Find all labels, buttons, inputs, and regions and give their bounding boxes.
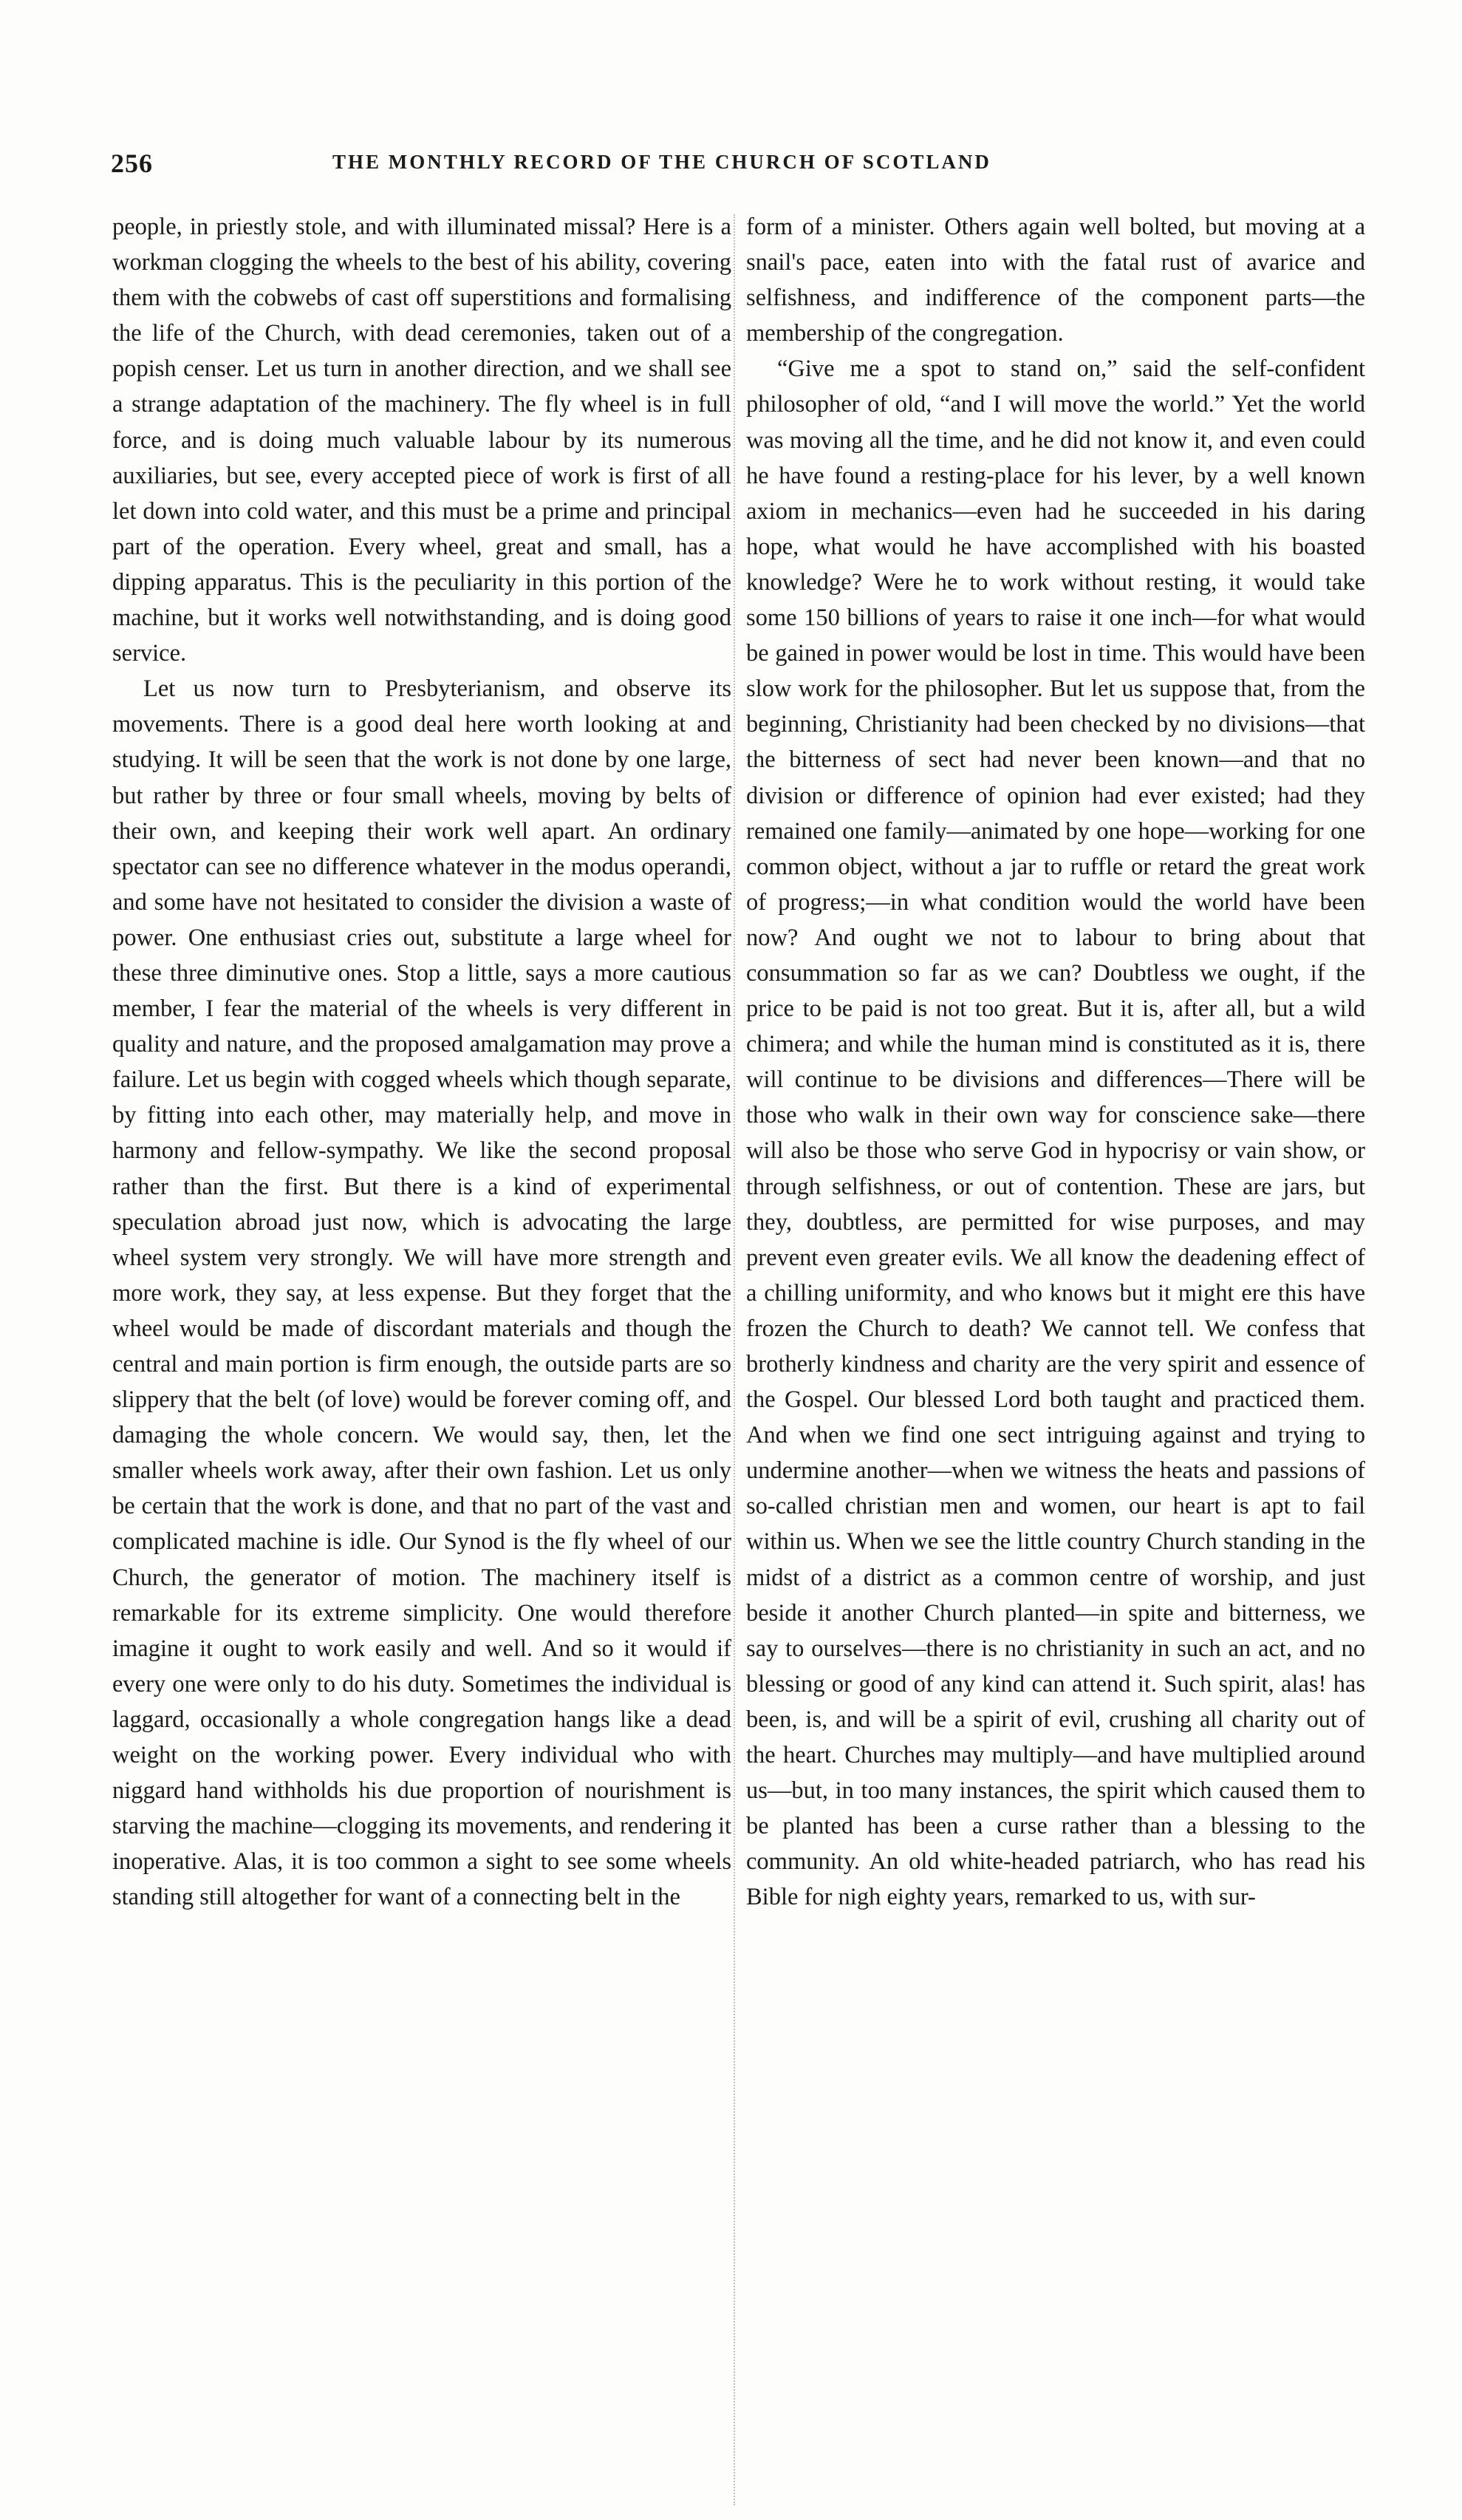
paragraph: Let us now turn to Presbyterianism, and observe its movements. There is a good deal here worth looking at and studying. It will be seen that the work is not done by one large, but rather by three or four small wheels, moving by belts of their own, and keeping their work well apart. An ordinary spectator can see no difference whatever in the modus operandi, and some have not hesitated to consider the division a waste of power. One enthusiast cries out, substitute a large wheel for these three diminutive ones. Stop a little, says a more cautious member, I fear the material of the wheels is very different in quality and nature, and the proposed amalgamation may prove a failure. Let us begin with cogged wheels which though separate, by fitting into each other, may materially help, and move in harmony and fellow-sympathy. We like the second proposal rather than the first. But there is a kind of experimental speculation abroad just now, which is advocating the large wheel system very strongly. We will have more strength and more work, they say, at less expense. But they forget that the wheel would be made of discordant materials and though the central and main portion is firm enough, the outside parts are so slippery that the belt (of love) would be forever coming off, and damaging the whole concern. We would say, then, let the smaller wheels work away, after their own fashion. Let us only be certain that the work is done, and that no part of the vast and complicated machine is idle. Our Synod is the fly wheel of our Church, the generator of motion. The machinery itself is remarkable for its extreme simplicity. One would therefore imagine it ought to work easily and well. And so it would if every one were only to do his duty. Sometimes the individual is laggard, occasionally a whole congregation hangs like a dead weight on the working power. Every individual who with niggard hand withholds his due proportion of nourishment is starving the machine—clogging its movements, and rendering it inoperative. Alas, it is too common a sight to see some wheels standing still altogether for want of a connecting belt in the xyxy=(112,675,731,1911)
paragraph: people, in priestly stole, and with illuminated missal? Here is a workman clogging the wheels to the best of his ability, covering them with the cobwebs of cast off superstitions and formalising the life of the Church, with dead ceremonies, taken out of a popish censer. Let us turn in another direction, and we shall see a strange adaptation of the machinery. The fly wheel is in full force, and is doing much valuable labour by its numerous auxiliaries, but see, every accepted piece of work is first of all let down into cold water, and this must be a prime and principal part of the operation. Every wheel, great and small, has a dipping apparatus. This is the peculiarity in this portion of the machine, but it works well notwithstanding, and is doing good service. xyxy=(112,214,731,667)
column-divider xyxy=(734,214,735,2505)
right-column xyxy=(746,209,1365,1915)
page-number: 256 xyxy=(111,149,153,178)
page-header xyxy=(111,148,1359,183)
paragraph: form of a minister. Others again well bolted, but moving at a snail's pace, eaten into with the fatal rust of avarice and selfishness, and indifference of the component parts—the membership of the congregation. xyxy=(746,214,1365,347)
paragraph: “Give me a spot to stand on,” said the self-confident philosopher of old, “and I will move the world.” Yet the world was moving all the time, and he did not know it, and even could he have found a resting-place for his lever, by a well known axiom in mechanics—even had he succeeded in his daring hope, what would he have accomplished with his boasted knowledge? Were he to work without resting, it would take some 150 billions of years to raise it one inch—for what would be gained in power would be lost in time. This would have been slow work for the philosopher. But let us suppose that, from the beginning, Christianity had been checked by no divisions—that the bitterness of sect had never been known—and that no division or difference of opinion had ever existed; had they remained one family—animated by one hope—working for one common object, without a jar to ruffle or retard the great work of progress;—in what condition would the world have been now? And ought we not to labour to bring about that consummation so far as we can? Doubtless we ought, if the price to be paid is not too great. But it is, after all, but a wild chimera; and while the human mind is constituted as it is, there will continue to be divisions and differences—There will be those who walk in their own way for conscience sake—there will also be those who serve God in hypocrisy or vain show, or through selfishness, or out of contention. These are jars, but they, doubtless, are permitted for wise purposes, and may prevent even greater evils. We all know the deadening effect of a chilling uniformity, and who knows but it might ere this have frozen the Church to death? We cannot tell. We confess that brotherly kindness and charity are the very spirit and essence of the Gospel. Our blessed Lord both taught and practiced them. And when we find one sect intriguing against and trying to undermine another—when we witness the heats and passions of so-called christian men and women, our heart is apt to fail within us. When we see the little country Church standing in the midst of a district as a common centre of worship, and just beside it another Church planted—in spite and bitterness, we say to ourselves—there is no christianity in such an act, and no blessing or good of any kind can attend it. Such spirit, alas! has been, is, and will be a spirit of evil, crushing all charity out of the heart. Churches may multiply—and have multiplied around us—but, in too many instances, the spirit which caused them to be planted has been a curse rather than a blessing to the community. An old white-headed patriarch, who has read his Bible for nigh eighty years, remarked to us, with sur- xyxy=(746,355,1365,1911)
running-head: THE MONTHLY RECORD OF THE CHURCH OF SCOTLAND xyxy=(332,151,991,173)
left-column xyxy=(112,209,731,1915)
